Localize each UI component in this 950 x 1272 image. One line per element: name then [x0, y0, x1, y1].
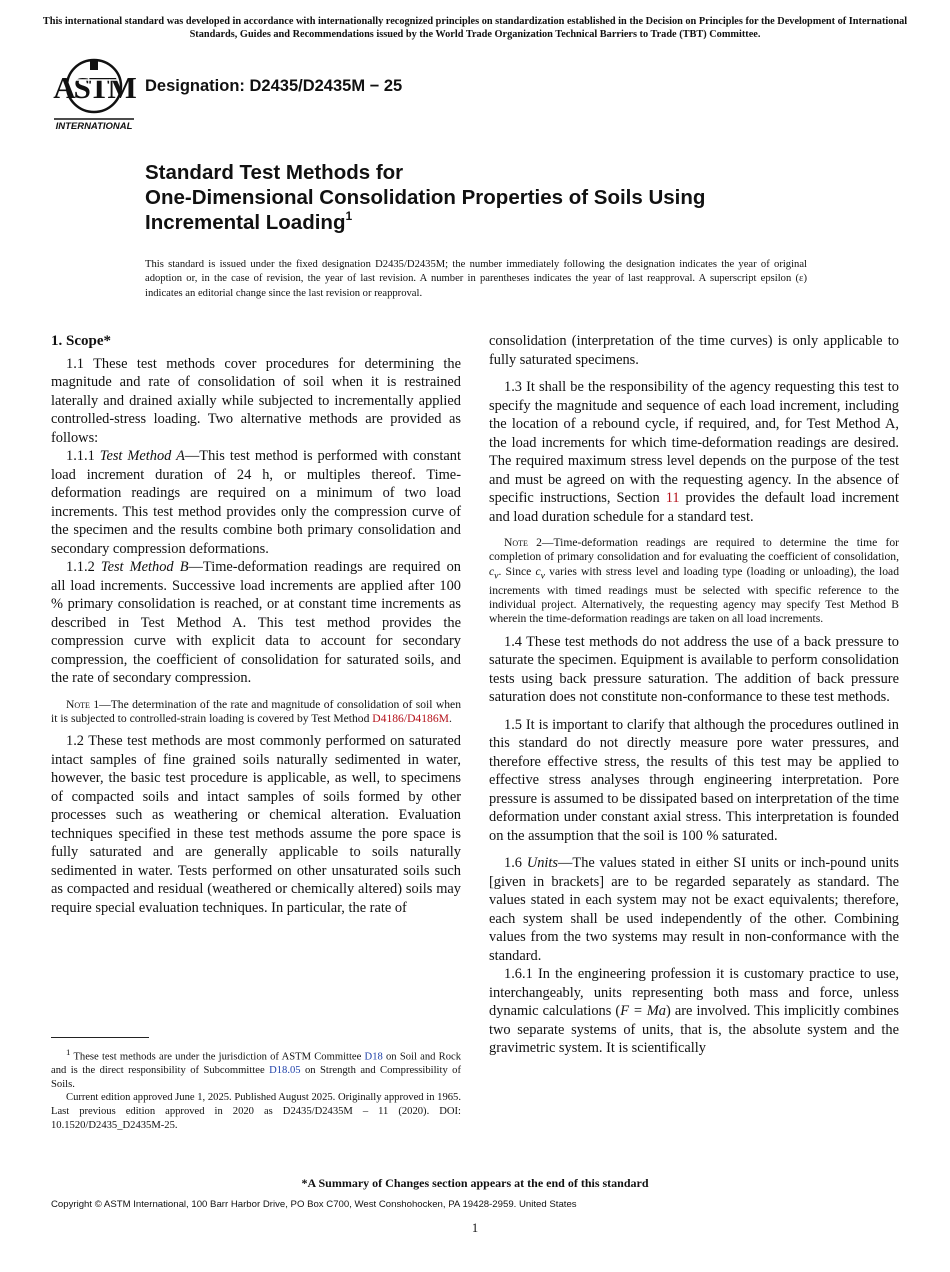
svg-text:ASTM: ASTM	[53, 70, 135, 105]
page-title	[145, 160, 865, 235]
paragraph-1-1: 1.1 These test methods cover procedures for determining the magnitude and rate of consolidation of soil when it is restrained laterally and drained axially while subjected to incrementally applied controlled-stress loading. Two alternative methods are provided as follows:	[51, 355, 461, 446]
paragraph-1-1-1: 1.1.1 Test Method A—This test method is performed with constant load increment duration of 24 h, or multiples thereof. Time-deformation readings are required on a minimum of two load increments. This test method provides only the compression curve of the specimen and the results combine both primary consolidation and secondary compression deformations.	[51, 448, 461, 557]
link-d4186[interactable]: D4186/D4186M	[372, 711, 449, 725]
paragraph-1-3: 1.3 It shall be the responsibility of the agency requesting this test to specify the magnitude and sequence of each load increment, including the location of a rebound cycle, if required, and, for Test Method A, the load increments for which time-deformation readings are desired. The required maximum stress level depends on the purpose of the test and must be agreed on with the requesting agency. In the absence of specific instructions, Section 11 provides the default load increment and load duration schedule for a standard test.	[489, 379, 899, 525]
designation: Designation: D2435/D2435M − 25	[145, 77, 403, 95]
footnote-1: $^1$ These test methods are under the jurisdiction of ASTM Committee D18 on Soil and Rock and is the direct responsibility of Subcommittee D18.05 on Strength and Compressibility of Soils.	[51, 1047, 461, 1090]
left-column	[51, 332, 461, 917]
note-1: Note 1—The determination of the rate and magnitude of consolidation of soil when it is subjected to controlled-strain loading is covered by Test Method D4186/D4186M.	[51, 697, 461, 725]
paragraph-1-6-1: 1.6.1 In the engineering profession it is customary practice to use, interchangeably, units representing both mass and force, unless dynamic calculations (F = Ma) are involved. This implicitly combines two separate systems of units, that is, the absolute system and the gravimetric system. It is scientifically	[489, 966, 899, 1057]
right-column	[489, 332, 899, 1058]
summary-notice: *A Summary of Changes section appears at the end of this standard	[301, 1176, 649, 1190]
title-line-2: One-Dimensional Consolidation Properties of Soils Using	[145, 186, 706, 209]
top-note: This international standard was developed in accordance with internationally recognized principles on standardization established in the Decision on Principles for the Development of International Standards, Guides and Recommendations issued by the World Trade Organization Technical Barriers to Trade (TBT) Committee.	[42, 16, 908, 40]
paragraph-1-4: 1.4 These test methods do not address the use of a back pressure to saturate the specimen. Equipment is available to perform consolidation tests using back pressure saturation. The addition of back pressure saturation does not constitute non-conformance to these test methods.	[489, 633, 899, 706]
page-number: 1	[471, 1221, 479, 1235]
note-2: Note 2—Time-deformation readings are required to determine the time for completion of primary consolidation and for evaluating the coefficient of consolidation, $c_v$. Since $c_v$ varies with stress level and loading type (loading or unloading), the load increments with timed readings must be selected with specific reference to the individual project. Alternatively, the requesting agency may specify Test Method B wherein the time-deformation readings are taken on all load increments.	[489, 536, 899, 626]
title-footnote-mark[interactable]: 1	[345, 209, 353, 223]
title-line-3: Incremental Loading$^1$	[145, 209, 353, 234]
paragraph-1-6: 1.6 Units—The values stated in either SI units or inch-pound units [given in brackets] are to be regarded separately as standard. The values stated in each system may not be exact equivalents; therefore, each system shall be used independently of the other. Combining values from the two systems may result in non-conformance with the standard.	[489, 855, 899, 964]
footnote-divider	[51, 1037, 149, 1038]
paragraph-1-5: 1.5 It is important to clarify that although the procedures outlined in this standard do not directly measure pore water pressures, and therefore effective stress, the results of this test may be applied to effective stress analyses through engineering interpretation. Pore pressure is assumed to be dissipated based on interpretation of the time deformation under constant axial stress. This interpretation is founded on the assumption that the soil is 100 % saturated.	[489, 716, 899, 844]
paragraph-1-2-continued: consolidation (interpretation of the time curves) is only applicable to fully saturated specimens.	[489, 333, 899, 368]
section-heading-scope: 1. Scope*	[51, 333, 111, 349]
title-line-1: Standard Test Methods for	[145, 161, 404, 184]
footnote	[51, 1046, 461, 1132]
svg-text:INTERNATIONAL: INTERNATIONAL	[55, 121, 133, 132]
astm-logo-icon	[52, 56, 136, 132]
paragraph-1-1-2: 1.1.2 Test Method B—Time-deformation readings are required on all load increments. Successive load increments are applied after 100 % primary consolidation is reached, or at constant time increments as described in Test Method A. This test method provides the compression curve with explicit data to account for secondary compression, the coefficient of consolidation for saturated soils, and the rate of secondary compression.	[51, 559, 461, 686]
footnote-edition: Current edition approved June 1, 2025. Published August 2025. Originally approved in 1965. Last previous edition approved in 2020 as D2435/D2435M – 11 (2020). DOI: 10.1520/D2435_D2435M-25.	[51, 1092, 461, 1131]
link-d18[interactable]: D18	[364, 1051, 383, 1063]
link-d18-05[interactable]: D18.05	[269, 1065, 301, 1077]
paragraph-1-2: 1.2 These test methods are most commonly performed on saturated intact samples of fine grained soils naturally sedimented in water, however, the basic test procedure is applicable, as well, to specimens of compacted soils and intact samples of soils formed by other processes such as weathering or chemical alteration. Evaluation techniques specified in these test methods assume the pore space is fully saturated and are generally applicable to soils naturally sedimented in water. Tests performed on other unsaturated soils such as compacted and residual (weathered or chemically altered) soils may require special evaluation techniques. In particular, the rate of	[51, 733, 461, 916]
link-section-11[interactable]: 11	[665, 490, 680, 506]
copyright: Copyright © ASTM International, 100 Barr Harbor Drive, PO Box C700, West Conshohocken, PA 19428-2959. United States	[51, 1199, 577, 1210]
issued-note: This standard is issued under the fixed designation D2435/D2435M; the number immediately following the designation indicates the year of original adoption or, in the case of revision, the year of last revision. A number in parentheses indicates the year of last reapproval. A superscript epsilon (ε) indicates an editorial change since the last revision or reapproval.	[145, 259, 807, 299]
